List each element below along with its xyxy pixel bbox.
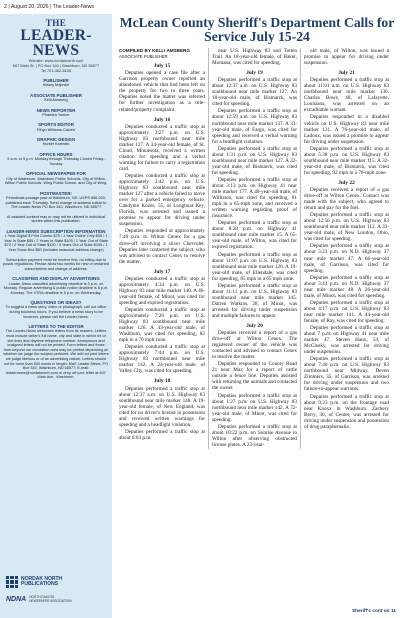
- report-paragraph: Deputies performed a traffic stop at about 11:07 p.m. on U.S. Highway 83 southbound near mile marker 126. A 19-year-old male, of Ellendale, was cited for speeding, 85 mph in a 65 mph zone.: [212, 251, 297, 282]
- staff-section-text: Ethyn Williams-Calvert: [36, 127, 76, 132]
- staff-section-text: The Leader-News welcomes letters from its readers. Letters must include writer's full name, city and state in which he or she lives and daytime telephone number. Anonymous and unsigned letters will not be printed. Form letters and those from beyond our circulation area may be printed depending on whether we judge the subject pertinent. We will not print letters we judge libelous or of an advertising nature. Letters should not be more than 500 words in length. Mail: Leader-News, PO Box 340, Washburn, ND 58577; E-mail: leadernews@nordaknorth.com or drop off your letter at 607 Main Ave., Washburn.: [3, 329, 109, 380]
- staff-section-heading: POSTMASTER:: [40, 190, 72, 196]
- staff-section-heading: ASSOCIATE PUBLISHER: [30, 92, 82, 98]
- report-paragraph: Deputies performed a traffic stop at about 5:38 p.m. on U.S. Highway 83 southbound near mile marker 115. A 32-year-old male, of Bismarck, was cited for speeding, 92 mph in a 70-mph zone.: [304, 145, 389, 176]
- staff-section: [0, 152, 112, 166]
- masthead-phone: Tel 701-462-8126: [40, 68, 72, 73]
- staff-box-sidebar: [0, 14, 112, 618]
- nordak-name: NORDAK NORTH: [21, 575, 63, 582]
- report-paragraph: Deputies performed a traffic stop at about 4:17 p.m. on U.S. Highway 83 near mile marker 141. A 44-year-old female, of Ray, was cited for speeding.: [304, 299, 389, 324]
- staff-section: [0, 171, 112, 185]
- staff-section-text: Phaedra Yunker: [42, 112, 70, 117]
- staff-section: [0, 93, 112, 103]
- staff-section-text: AI assisted content may or may not be utilized in individual stories within this publication.: [6, 214, 106, 224]
- report-paragraph: Deputies conducted a traffic stop at approximately 4:34 p.m. on U.S. Highway 83 near mile marker 140. A 46-year-old female, of Minot, was cited for speeding and expired registration.: [119, 275, 205, 306]
- byline: COMPILED BY KELLI AMSBERG: [119, 48, 190, 53]
- masthead-website: Website: www.nordaknorth.com: [28, 58, 84, 63]
- report-paragraph: Deputies performed a traffic stop at about 7:40 p.m. on U.S. Highway 83 northbound near Midway. Deven Zimmers, 35, of Garrison, was arrested for driving under suspension and two failure-to-appear warrants.: [304, 356, 389, 393]
- staff-section-text: 1 Year Digital $ Print Combo $75 / 1 Year Online Only $35 / 1 Year In State $55 / 2 Years In State $105 / 1 Year Out of State $70 / 2 Year Out of State $130 / 3 Years Out of State $195 / 1 Year Snow Bird $80 (includes seasonal address change): [4, 234, 108, 252]
- page-folio: 2 | August 20, 2026 | The Leader-News: [4, 4, 94, 10]
- report-paragraph: Deputies responded to County Road 21 near Max for a report of cattle outside a fence line. Deputies assisted with returning the animals and contacted the owner.: [212, 361, 297, 392]
- byline-role: ASSOCIATE PUBLISHER: [119, 53, 168, 59]
- staff-section: [0, 137, 112, 147]
- report-paragraph: Deputies performed a traffic stop at about 7 p.m. on Highway 41 near mile marker 47. Steven Haux, 53, of McClusky, was arrested for driving under suspension.: [304, 325, 389, 356]
- nordak-sub: PUBLICATIONS: [21, 581, 59, 587]
- report-paragraph: near U.S. Highway 83 and Totten Trail. An 18-year-old female, of Baker, Montana, was cited for speeding.: [212, 48, 297, 67]
- staff-section-heading: OFFICE HOURS: [39, 151, 73, 157]
- date-heading: July 18: [153, 378, 171, 385]
- staff-section-heading: QUESTIONS OR IDEAS?: [30, 300, 82, 306]
- ndna-mark: NDNA: [6, 596, 27, 604]
- report-paragraph: Deputies performed a traffic stop at about 10:22 p.m. on Sunrise Avenue in Wilton after observing obstructed license plates. A 23-year-: [212, 423, 297, 448]
- date-heading: July 21: [338, 70, 355, 77]
- date-heading: July 19: [246, 70, 263, 77]
- staff-section: [0, 78, 112, 88]
- report-paragraph: Deputies performed a traffic stop at about 12:37 a.m. on U.S. Highway 83 southbound near mile marker 148. A 19-year-old female, of New England, was cited for no driver's license in possession and received written warnings for speeding and a headlight violation.: [119, 385, 205, 428]
- staff-section-heading: SPORTS EDITOR: [38, 122, 74, 128]
- report-paragraph: Deputies performed a traffic stop at about 11:11 p.m. on U.S. Highway 83 southbound near mile marker 145. Darren Watkins, 28, of Minot, was arrested for driving under suspension and multiple failures to appear.: [212, 282, 297, 319]
- ndna-sub-1: NORTH DAKOTA: [29, 595, 55, 599]
- report-paragraph: Deputies conducted a traffic stop at approximately 7:44 p.m. on U.S. Highway 83 northbound near mile marker 142. A 24-year-old male, of Valley City, was cited for speeding.: [119, 344, 205, 375]
- report-paragraph: Deputies performed a traffic stop at about 3:43 p.m. on N.D. Highway 37 near mile marker 48. A 26-year-old male, of Minot, was cited for speeding.: [304, 274, 389, 299]
- report-paragraph: Deputies performed a traffic stop at about 12:50 p.m. on U.S. Highway 83 southbound near mile marker 112. A 33-year-old male, of New London, Ohio, was cited for speeding.: [304, 212, 389, 243]
- report-paragraph: Deputies performed a traffic stop at about 1:31 p.m. on U.S. Highway 83 southbound near mile marker 127. A 32-year-old male, of Bismarck, was cited for speeding.: [212, 145, 297, 176]
- article-column-1: [116, 48, 208, 449]
- staff-section-text: Kelli Amsberg: [44, 98, 68, 102]
- staff-section: [0, 215, 112, 224]
- date-heading: July 22: [338, 179, 355, 186]
- date-heading: July 17: [153, 268, 171, 275]
- report-paragraph: Deputies performed a traffic stop at about 3:13 p.m. on Highway 41 near mile marker 177. A 40-year-old male, of Williston, was cited for speeding, 81 mph in a 65-mph zone, and received a written warning regarding proof of insurance.: [212, 176, 297, 220]
- staff-section-text: City of Washburn, Washburn Public Schools, City of Wilton, Wilton Public Schools, Wing Public School, and City of Wing.: [4, 176, 108, 186]
- report-paragraph: Deputies performed a traffic stop at about 11:01 a.m. on U.S. Highway 83 northbound near mile marker 136. Charles Bowe, 48, of Lafayette, Louisiana, was arrested on an extraditable warrant.: [304, 77, 389, 114]
- report-paragraph: Deputies opened a case file after a Garrison property owner reported an abandoned vehicle that had been left on the property for two to three years. Deputies noted the matter was referred for further investigation as a title-related/property complaint.: [119, 70, 205, 113]
- ndna-logo: [6, 596, 106, 603]
- ndna-sub-2: NEWSPAPER ASSOCIATION: [29, 598, 72, 603]
- staff-section-heading: CLASSIFIED AND DISPLAY ADVERTISING: [12, 276, 100, 282]
- staff-section: [0, 122, 112, 132]
- staff-section: [0, 300, 112, 319]
- masthead-address: 607 Main St. | PO Box 340 | Washburn, ND 58577: [12, 63, 100, 68]
- report-paragraph: Deputies performed a traffic stop at about 3:23 p.m. on N.D. Highway 37 near mile marker 47. A 66-year-old male, of Garrison, was cited for speeding.: [304, 243, 389, 274]
- masthead-the: THE: [45, 18, 67, 28]
- report-paragraph: Deputies performed a traffic stop at about 12:59 a.m. on U.S. Highway 83 northbound near mile marker 137. A 33-year-old male, of Fargo, was cited for speeding and received a verbal warning for a headlight violation.: [212, 108, 297, 145]
- staff-section-text: Hunter Kamrath: [42, 142, 70, 147]
- staff-section-text: To suggest a news story, video or photograph, call our office during business hours. If you believe a news story to be incorrect, please call the Leader-News.: [5, 305, 107, 319]
- nordak-north-logo: [6, 576, 106, 588]
- report-paragraph: Deputies received a report of a gas drive-off at Wilton Cenex. The registered owner of the vehicle was contacted and advised to contact Cenex to resolve the matter.: [212, 330, 297, 361]
- article-column-2: [208, 48, 300, 449]
- report-paragraph: old male, of Wilton, was issued a promise to appear for driving under suspension.: [304, 48, 389, 67]
- report-paragraph: Deputies conducted a traffic stop at approximately 7:26 p.m. on U.S. Highway 83 southbound near mile marker 126. A 43-year-old male, of Washburn, was cited for speeding, 82 mph in a 70 mph zone.: [119, 306, 205, 344]
- report-paragraph: Deputies performed a traffic stop at about 6:03 p.m.: [119, 428, 205, 441]
- staff-section-heading: LETTERS TO THE EDITOR: [28, 324, 84, 330]
- date-heading: July 16: [153, 116, 171, 123]
- report-paragraph: Deputies performed a traffic stop at about 12:37 a.m. on U.S. Highway 83 southbound near mile marker 127. An 18-year-old male, of Bismarck, was cited for speeding.: [212, 77, 297, 108]
- article: [116, 14, 398, 618]
- staff-section: [0, 191, 112, 210]
- staff-section-text: Periodicals postage paid at Washburn, ND, USPS 666-920, published each Thursday. Send change of address notice to The Leader-News PO Box 340, Washburn, ND 58577: [5, 195, 107, 210]
- staff-section-text: Kelsey Majeske: [42, 83, 70, 88]
- nordak-grid-icon: [6, 576, 18, 588]
- report-paragraph: Deputies received a report of a gas drive-off at Wilton Cenex. Contact was made with the subject, who agreed to return and pay for the fuel.: [304, 186, 389, 212]
- date-heading: July 15: [153, 63, 171, 70]
- masthead: [0, 14, 112, 73]
- staff-section-heading: OFFICIAL NEWSPAPER FOR: [26, 171, 86, 177]
- staff-section: [0, 229, 112, 253]
- staff-section-heading: LEADER-NEWS SUBSCRIPTION INFORMATION: [6, 228, 106, 234]
- staff-section-text: Leader-News classified advertising deadline is 3 p.m. on Monday. Regular advertising & public notice deadline is 5 p.m. Monday. The XTRA deadline is 5 p.m. on Wednesday.: [3, 281, 109, 295]
- staff-section-text: Subscription payment must be receive first, no billing due to postal regulations. Please allow two weeks for new or restarted subscriptions and change of address.: [3, 257, 109, 271]
- masthead-title: LEADER-NEWS: [20, 27, 92, 59]
- article-column-3: [300, 48, 392, 449]
- report-paragraph: Deputies responded to a disabled vehicle on U.S. Highway 83 near mile marker 131. A 76-year-old male, of Ladoux, was issued a promise to appear for driving under suspension.: [304, 114, 389, 145]
- staff-section: [0, 108, 112, 118]
- report-paragraph: Deputies conducted a traffic stop at approximately 3:42 p.m. on U.S. Highway 83 southbound near mile marker 127 after a vehicle failed to move over for a parked emergency vehicle. Candymn Kozes, 55, of Longboat Key, Florida, was arrested and issued a promise to appear for driving under suspension.: [119, 172, 205, 228]
- report-paragraph: Deputies performed a traffic stop at about 8:28 p.m. on Highway 41 southbound near mile marker 15. A 65-year-old male, of Wilton, was cited for expired registration.: [212, 220, 297, 251]
- staff-section-heading: NEWS REPORTER: [36, 107, 76, 113]
- article-headline: McLean County Sheriff's Department Calls for Service July 15-24: [119, 15, 395, 44]
- staff-section: [0, 324, 112, 380]
- article-columns: [116, 48, 398, 449]
- staff-section-heading: PUBLISHER: [43, 78, 69, 83]
- continuation-jump-line: Sheriff's cont on 11: [351, 609, 396, 614]
- publisher-logos: [6, 576, 106, 603]
- staff-section: [0, 276, 112, 295]
- report-paragraph: Deputies responded at approximately 7:40 p.m. to Wilton Cenex for a gas drive-off involving a silver Chevrolet. Deputies later contacted the subject, who was advised to contact Cenex to resolve the matter.: [119, 228, 205, 265]
- date-heading: July 20: [246, 323, 263, 330]
- report-paragraph: Deputies performed a traffic stop at about 1:27 p.m. on U.S. Highway 83 northbound near mile marker 142. A 72-year-old male, of Minot, was cited for speeding.: [212, 392, 297, 423]
- staff-section: [0, 258, 112, 272]
- staff-section-text: 9 a.m. to 5 p.m. Monday through Thursday Closed Friday-Sunday: [7, 157, 105, 166]
- report-paragraph: Deputies performed a traffic stop at about 9:23 p.m. on the frontage road near Knoxx in Washburn. Zachery Berry, 30, of Center, was arrested for driving under suspension and possession of drug paraphernalia.: [304, 393, 389, 430]
- staff-section-heading: GRAPHIC DESIGN: [36, 137, 76, 143]
- report-paragraph: Deputies conducted a traffic stop at approximately 3:27 p.m. on U.S. Highway 83 northbound near mile marker 127. A 34-year-old female, of St. Cloud, Minnesota, received a written citation for speeding and a verbal warning for failure to carry a registration card.: [119, 123, 205, 172]
- staff-sections: [0, 78, 112, 380]
